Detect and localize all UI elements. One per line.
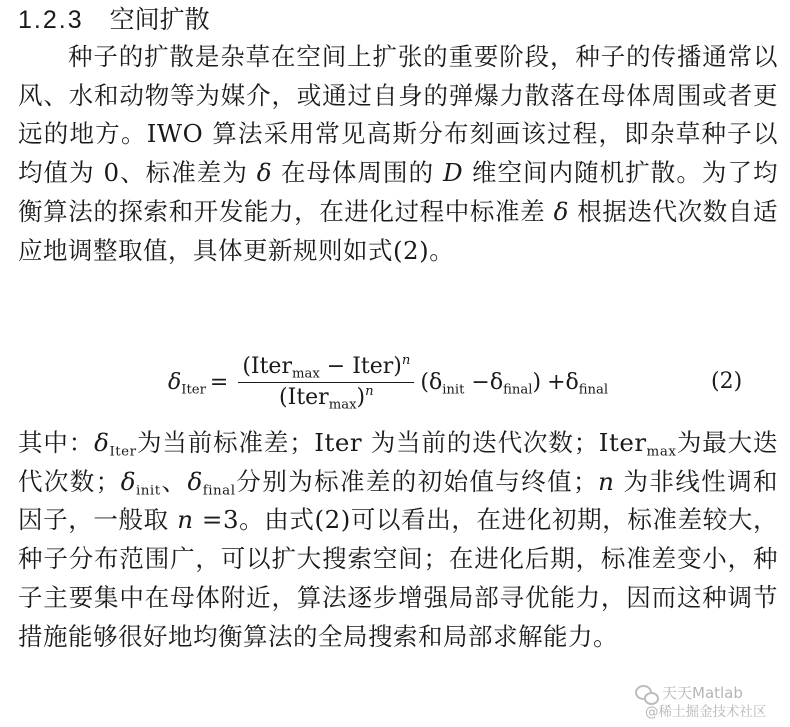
- fraction-denominator: (Iter$_{max}$)$^n$: [279, 383, 374, 413]
- wechat-icon: [635, 685, 657, 703]
- formula-plus-final: $+\delta_{final}$: [547, 370, 609, 398]
- delta-symbol: δ: [120, 466, 136, 496]
- paragraph-1: [18, 38, 778, 270]
- n-symbol: n: [598, 466, 615, 496]
- delta-symbol: δ: [256, 158, 272, 188]
- n-symbol: n: [177, 505, 194, 535]
- text-run: 维空间内随机扩散。为了均衡算法的探索和开发能力，在进化过程中标准差: [18, 158, 779, 226]
- section-heading: [18, 2, 210, 38]
- text-run: 分别为标准差的初始值与终值；: [235, 466, 599, 496]
- text-run: 根据迭代次数自适应地调整取值，具体更新规则如式(2)。: [18, 196, 778, 265]
- formula-lhs: $\delta_{Iter}$: [168, 370, 206, 398]
- text-run: 、: [160, 466, 188, 496]
- fraction: [238, 352, 414, 413]
- subscript: init: [135, 482, 161, 499]
- text-run: 为非线性调和因子，一般取: [18, 466, 779, 535]
- dimension-symbol: D: [442, 158, 464, 188]
- delta-symbol: δ: [94, 428, 110, 457]
- text-run: 种子的扩散是杂草在空间上扩张的重要阶段，种子的传播通常以风、水和动物等为媒介，或通过自身的弹爆力散落在母体周围或者更远的地方。IWO 算法采用常见高斯分布刻画该过程，即杂草种子以均值为 0、标准差为: [18, 42, 778, 188]
- fraction-numerator: (Iter$_{max}$ − Iter)$^n$: [242, 352, 411, 382]
- delta-symbol: δ: [553, 196, 569, 226]
- delta-symbol: δ: [187, 466, 203, 496]
- watermark-source: @稀土掘金技术社区: [645, 704, 767, 720]
- equals-sign: =: [209, 370, 229, 395]
- section-number: 1.2.3: [18, 6, 84, 34]
- subscript: final: [202, 482, 236, 499]
- watermark: [635, 684, 767, 722]
- formula-delta-range: $(\delta_{init} -\delta_{final})$: [420, 370, 542, 398]
- paragraph-2: [18, 424, 778, 656]
- subscript: Iter: [109, 443, 137, 460]
- equation-2: [168, 352, 608, 413]
- text-run: 其中：: [18, 428, 95, 457]
- text-run: 为当前标准差；Iter 为当前的迭代次数；Iter: [136, 428, 647, 457]
- watermark-account: 天天Matlab: [662, 684, 743, 702]
- equation-number: (2): [711, 369, 743, 394]
- section-title: 空间扩散: [109, 5, 210, 34]
- text-run: 为最大迭代次数；: [18, 428, 779, 496]
- text-run: 在母体周围的: [271, 158, 443, 188]
- subscript: max: [646, 443, 677, 460]
- text-run: =3。由式(2)可以看出，在进化初期，标准差较大，种子分布范围广，可以扩大搜索空间；在进化后期，标准差变小，种子主要集中在母体附近，算法逐步增强局部寻优能力，因而这种调节措施能够很好地均衡算法的全局搜索和局部求解能力。: [18, 505, 778, 651]
